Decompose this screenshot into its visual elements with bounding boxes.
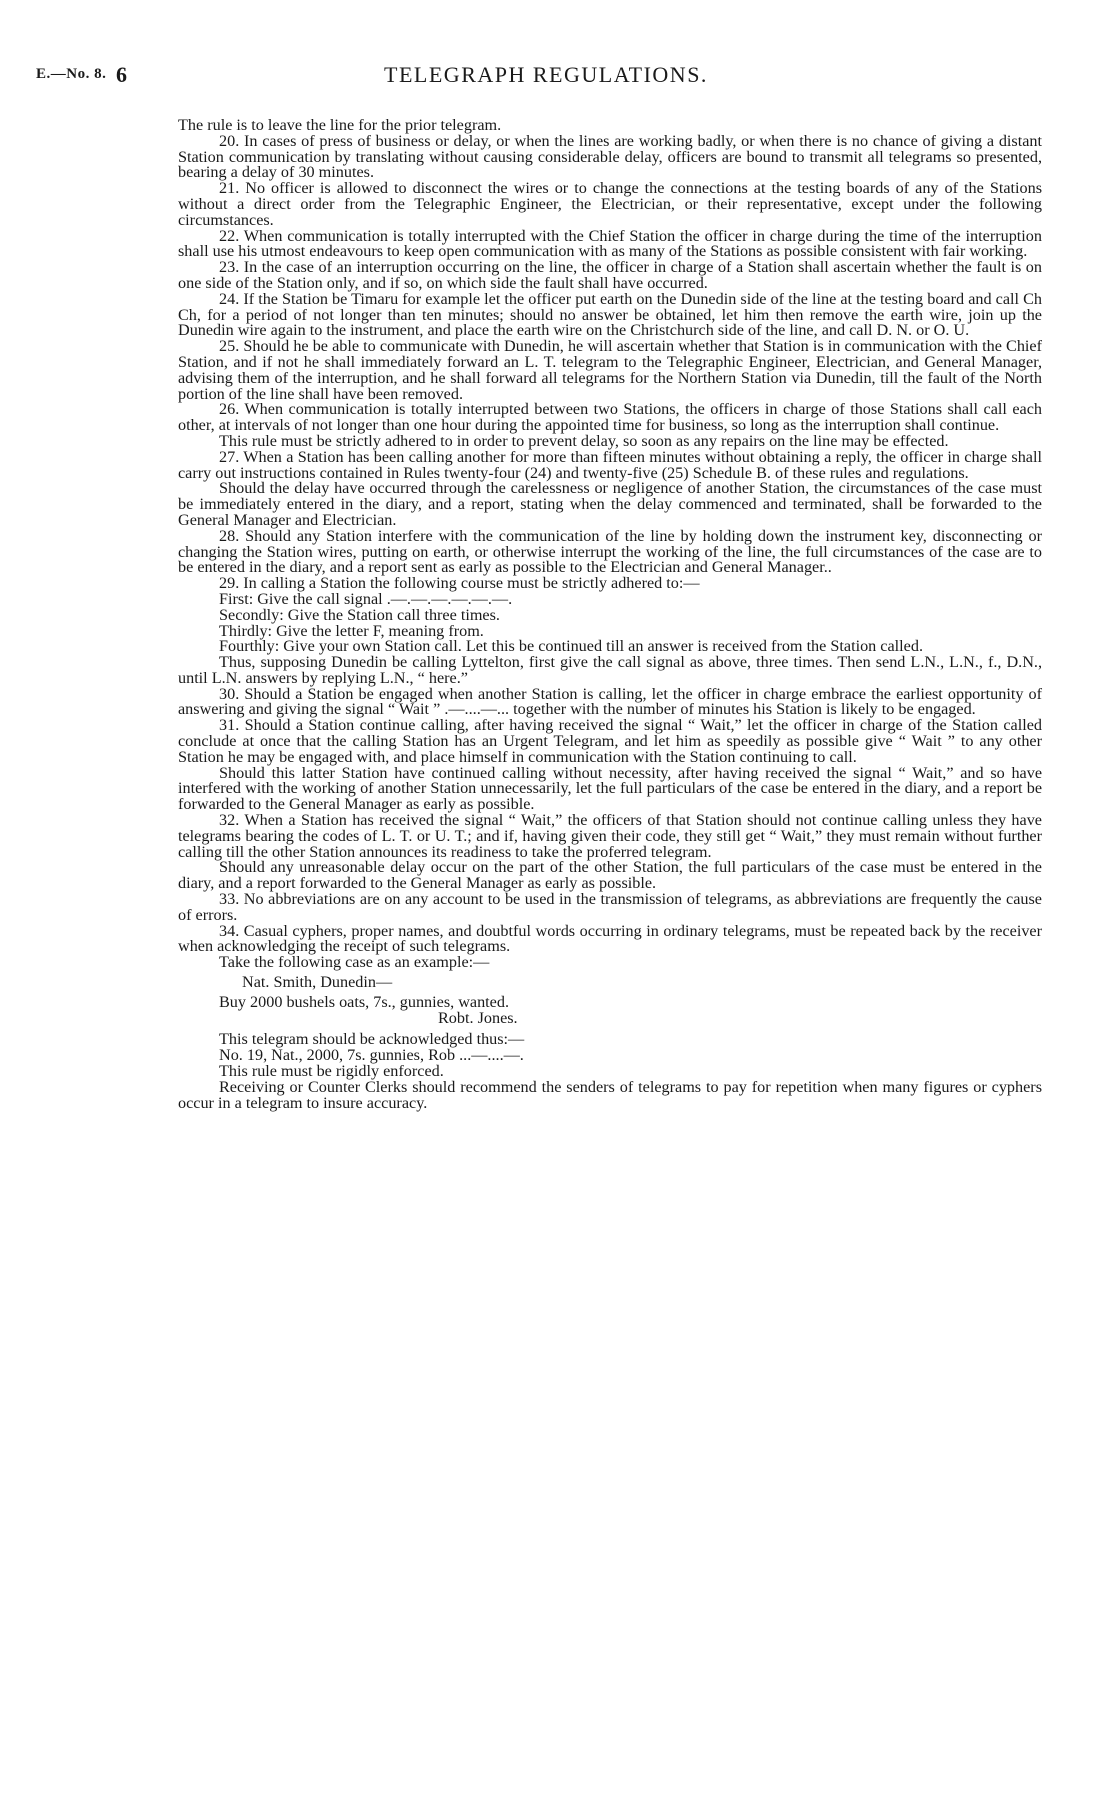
paragraph: Receiving or Counter Clerks should recommend the senders of telegrams to pay for repetition when many figures or cyphers occur in a telegram to insure accuracy. [178,1077,1042,1112]
example-acknowledgement: No. 19, Nat., 2000, 7s. gunnies, Rob ...—....—. [219,1046,524,1065]
rule-27: 27. When a Station has been calling another for more than fifteen minutes without obtaining a reply, the officer in charge shall carry out instructions contained in Rules twenty-four (24) and twenty-five (25) Schedule B. of these rules and regulations. [178,447,1042,482]
rule-28: 28. Should any Station interfere with the communication of the line by holding down the instrument key, disconnecting or changing the Station wires, putting on earth, or otherwise interrupt the working of the line, the full circumstances of the case are to be entered in the diary, and a report sent as early as possible to the Electrician and General Manager.. [178,526,1042,577]
rule-31: 31. Should a Station continue calling, after having received the signal “ Wait,” let the officer in charge of the Station called conclude at once that the calling Station has an Urgent Telegram, and let him as speedily as possible give “ Wait ” to any other Station he may be engaged with, and place himself in communication with the Station continuing to call. [178,716,1042,766]
regulations-body [178,118,1042,1111]
paragraph: Thus, supposing Dunedin be calling Lyttelton, first give the call signal as above, three times. Then send L.N., L.N., f., D.N., until L.N. answers by replying L.N., “ here.” [178,653,1042,687]
paragraph: This rule must be rigidly enforced. [219,1062,444,1081]
paragraph: Take the following case as an example:— [219,953,490,972]
page-number: 6 [116,62,127,87]
example-address: Nat. Smith, Dunedin— [242,973,393,992]
paragraph: Should any unreasonable delay occur on the part of the other Station, the full particulars of the case must be entered in the diary, and a report forwarded to the General Manager as early as possible. [178,858,1042,893]
rule-30: 30. Should a Station be engaged when another Station is calling, let the officer in charge embrace the earliest opportunity of answering and giving the signal “ Wait ” .—....—... together with the number of minutes his Station is likely to be engaged. [178,684,1042,719]
rule-33: 33. No abbreviations are on any account to be used in the transmission of telegrams, as abbreviations are frequently the cause of errors. [178,890,1042,924]
paragraph: The rule is to leave the line for the prior telegram. [178,116,502,134]
paragraph: This telegram should be acknowledged thus:— [219,1030,525,1049]
paragraph: Should the delay have occurred through the carelessness or negligence of another Station, the circumstances of the case must be immediately entered in the diary, and a report, stating when the delay commenced and terminated, shall be forwarded to the General Manager and Electrician. [178,479,1042,529]
example-signature: Robt. Jones. [438,1008,518,1027]
example-message: Buy 2000 bushels oats, 7s., gunnies, wanted. [219,992,510,1011]
page-title: TELEGRAPH REGULATIONS. [384,62,708,87]
document-reference: E.—No. 8. [36,66,107,82]
rule-21: 21. No officer is allowed to disconnect the wires or to change the connections at the testing boards of any of the Stations without a direct order from the Telegraphic Engineer, the Electrician, or their representative, except under the following circumstances. [178,179,1042,229]
rule-20: 20. In cases of press of business or delay, or when the lines are working badly, or when there is no chance of giving a distant Station communication by translating without causing considerable delay, officers are bound to transmit all telegrams so presented, bearing a delay of 30 minutes. [178,131,1042,182]
rule-24: 24. If the Station be Timaru for example let the officer put earth on the Dunedin side of the line at the testing board and call Ch Ch, for a period of not longer than ten minutes; should no answer be obtained, let him then remove the earth wire, join up the Dunedin wire again to the instrument, and place the earth wire on the Christchurch side of the line, and call D. N. or O. U. [178,289,1042,340]
step-fourthly: Fourthly: Give your own Station call. Let this be continued till an answer is received from the Station called. [219,637,923,656]
rule-34: 34. Casual cyphers, proper names, and doubtful words occurring in ordinary telegrams, must be repeated back by the receiver when acknowledging the receipt of such telegrams. [178,921,1042,956]
step-first: First: Give the call signal .—.—.—.—.—.—. [219,589,513,608]
paragraph: This rule must be strictly adhered to in order to prevent delay, so soon as any repairs on the line may be effected. [219,431,949,450]
step-thirdly: Thirdly: Give the letter F, meaning from. [219,621,484,640]
paragraph: Should this latter Station have continued calling without necessity, after having received the signal “ Wait,” and so have interfered with the working of another Station unnecessarily, let the full particulars of the case be entered in the diary, and a report be forwarded to the General Manager as early as possible. [178,763,1042,814]
rule-25: 25. Should he be able to communicate with Dunedin, he will ascertain whether that Station is in communication with the Chief Station, and if not he shall immediately forward an L. T. telegram to the Telegraphic Engineer, Electrician, and General Manager, advising them of the interruption, and he shall forward all telegrams for the Northern Station via Dunedin, till the fault of the North portion of the line shall have been removed. [178,337,1042,403]
rule-29: 29. In calling a Station the following course must be strictly adhered to:— [219,574,700,593]
page-header [36,62,1056,92]
rule-32: 32. When a Station has received the signal “ Wait,” the officers of that Station should not continue calling unless they have telegrams bearing the codes of L. T. or U. T.; and if, having given their code, they still get “ Wait,” they must remain without further calling till the other Station announces its readiness to take the proferred telegram. [178,811,1042,861]
rule-26: 26. When communication is totally interrupted between two Stations, the officers in charge of those Stations shall call each other, at intervals of not longer than one hour during the appointed time for business, so long as the interruption shall continue. [178,400,1042,435]
rule-22: 22. When communication is totally interrupted with the Chief Station the officer in charge during the time of the interruption shall use his utmost endeavours to keep open communication with as many of the Stations as possible consistent with fair working. [178,226,1042,261]
rule-23: 23. In the case of an interruption occurring on the line, the officer in charge of a Station shall ascertain whether the fault is on one side of the Station only, and if so, on which side the fault shall have occurred. [178,258,1042,292]
step-secondly: Secondly: Give the Station call three times. [219,605,500,624]
